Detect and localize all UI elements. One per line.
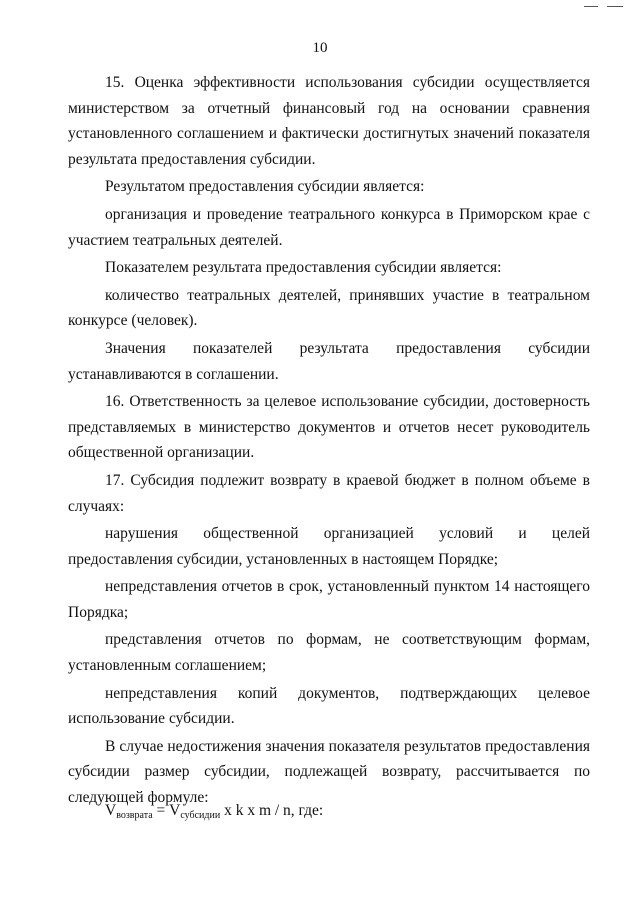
paragraph-16-responsibility: 16. Ответственность за целевое использование субсидии, достоверность представляемых в министерство документов и отчетов несет руководитель общественной организации.: [68, 393, 590, 462]
paragraph-indicator-content: количество театральных деятелей, принявших участие в театральном конкурсе (человек).: [68, 286, 590, 330]
formula-subscript-subsidy: субсидии: [180, 810, 221, 821]
paragraph-refund-case-4: непредставления копий документов, подтверждающих целевое использование субсидии.: [68, 684, 590, 728]
paragraph-result-heading: Результатом предоставления субсидии является:: [105, 178, 425, 196]
document-body: [68, 70, 590, 813]
refund-formula: [105, 798, 323, 828]
formula-equals: =: [152, 802, 170, 819]
paragraph-refund-case-1: нарушения общественной организацией условий и целей предоставления субсидии, установленных в настоящем Порядке;: [68, 525, 590, 568]
corner-mark-left: [584, 6, 598, 7]
paragraph-indicator-values: Значения показателей результата предоставления субсидии устанавливаются в соглашении.: [68, 339, 590, 383]
formula-v-refund: V: [105, 802, 117, 819]
formula-rest: x k x m / n, где:: [220, 802, 324, 819]
paragraph-indicator-heading: Показателем результата предоставления субсидии является:: [105, 259, 502, 277]
corner-mark-right: [607, 6, 623, 7]
paragraph-result-content: организация и проведение театрального конкурса в Приморском крае с участием театральных деятелей.: [68, 205, 590, 249]
paragraph-refund-case-3: представления отчетов по формам, не соответствующим формам, установленным соглашением;: [68, 631, 590, 675]
paragraph-15-evaluation: 15. Оценка эффективности использования субсидии осуществляется министерством за отчетный финансовый год на основании сравнения установленного соглашением и фактически достигнутых значений показателя результата предоставления субсидии.: [68, 74, 590, 168]
paragraph-refund-case-2: непредставления отчетов в срок, установленный пунктом 14 настоящего Порядка;: [68, 578, 590, 621]
paragraph-formula-intro: В случае недостижения значения показателя результатов предоставления субсидии размер субсидии, подлежащей возврату, рассчитывается по следующей формуле:: [68, 737, 590, 807]
paragraph-17-refund: 17. Субсидия подлежит возврату в краевой бюджет в полном объеме в случаях:: [68, 471, 590, 515]
formula-subscript-refund: возврата: [116, 810, 153, 821]
formula-v-subsidy: V: [169, 802, 181, 819]
page-number: 10: [312, 40, 328, 56]
